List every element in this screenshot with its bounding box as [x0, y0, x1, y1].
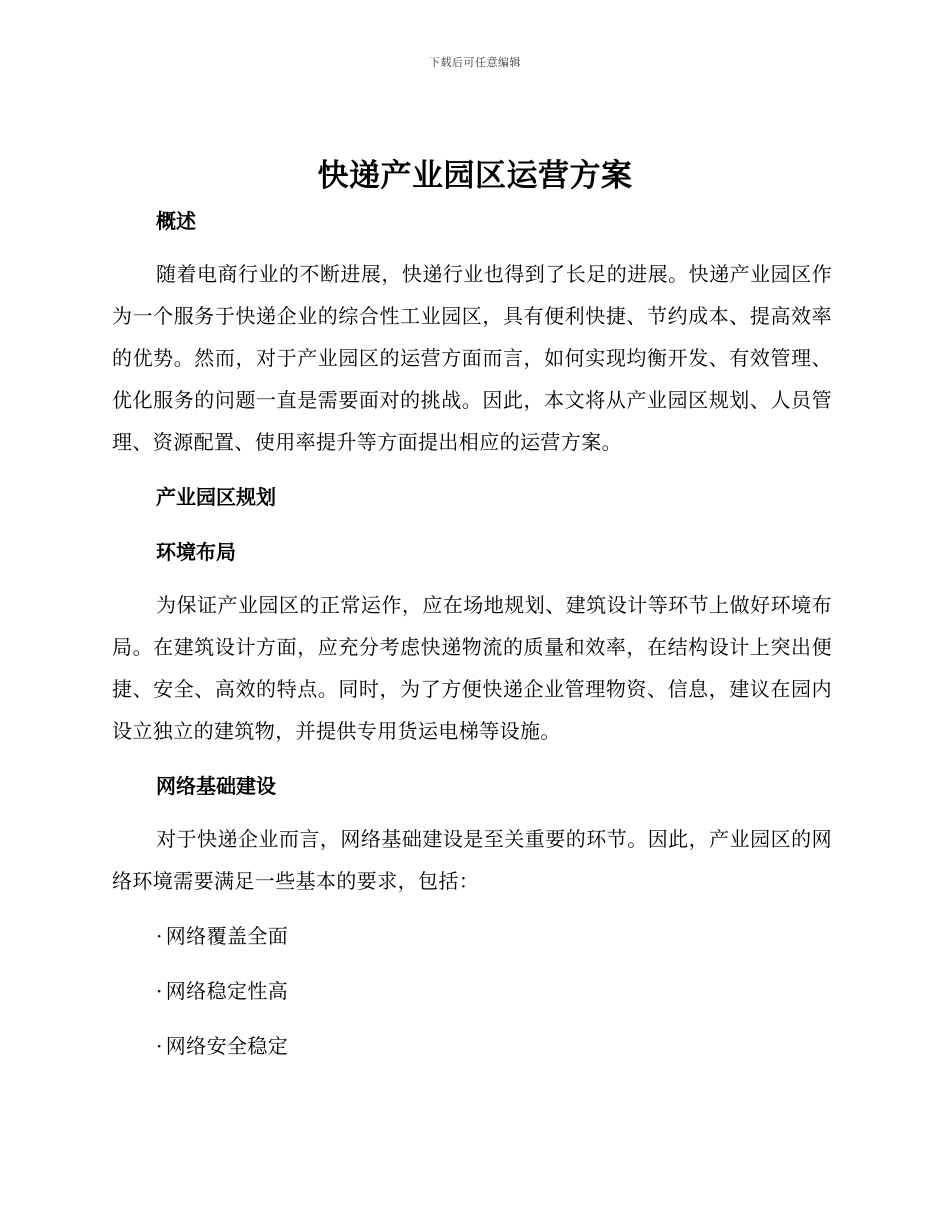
paragraph-environment: 为保证产业园区的正常运作，应在场地规划、建筑设计等环节上做好环境布局。在建筑设计方面，应充分考虑快递物流的质量和效率，在结构设计上突出便捷、安全、高效的特点。同时，为了方便快递企业管理物资、信息，建议在园内设立独立的建筑物，并提供专用货运电梯等设施。: [112, 593, 832, 743]
paragraph-network: 对于快递企业而言，网络基础建设是至关重要的环节。因此，产业园区的网络环境需要满足一些基本的要求，包括：: [112, 827, 832, 893]
section-heading-overview: 概述: [156, 209, 196, 233]
document-body: [112, 200, 832, 1080]
page-header-note: 下载后可任意编辑: [429, 56, 521, 69]
list-item: [156, 970, 832, 1012]
list-item-text: 网络覆盖全面: [165, 924, 289, 948]
network-requirements-list: [112, 915, 832, 1067]
bullet-icon: ·: [156, 1034, 163, 1058]
section-heading-network: 网络基础建设: [156, 774, 276, 798]
list-item-text: 网络稳定性高: [165, 979, 289, 1003]
bullet-icon: ·: [156, 924, 163, 948]
section-heading-planning: 产业园区规划: [156, 485, 276, 509]
list-item-text: 网络安全稳定: [165, 1034, 289, 1058]
list-item: [156, 1025, 832, 1067]
section-heading-environment: 环境布局: [156, 540, 236, 564]
document-title: 快递产业园区运营方案: [317, 158, 633, 194]
spacer: [112, 518, 832, 531]
paragraph-overview: 随着电商行业的不断进展，快递行业也得到了长足的进展。快递产业园区作为一个服务于快递企业的综合性工业园区，具有便利快捷、节约成本、提高效率的优势。然而，对于产业园区的运营方面而言，如何实现均衡开发、有效管理、优化服务的问题一直是需要面对的挑战。因此，本文将从产业园区规划、人员管理、资源配置、使用率提升等方面提出相应的运营方案。: [112, 262, 832, 454]
list-item: [156, 915, 832, 957]
bullet-icon: ·: [156, 979, 163, 1003]
